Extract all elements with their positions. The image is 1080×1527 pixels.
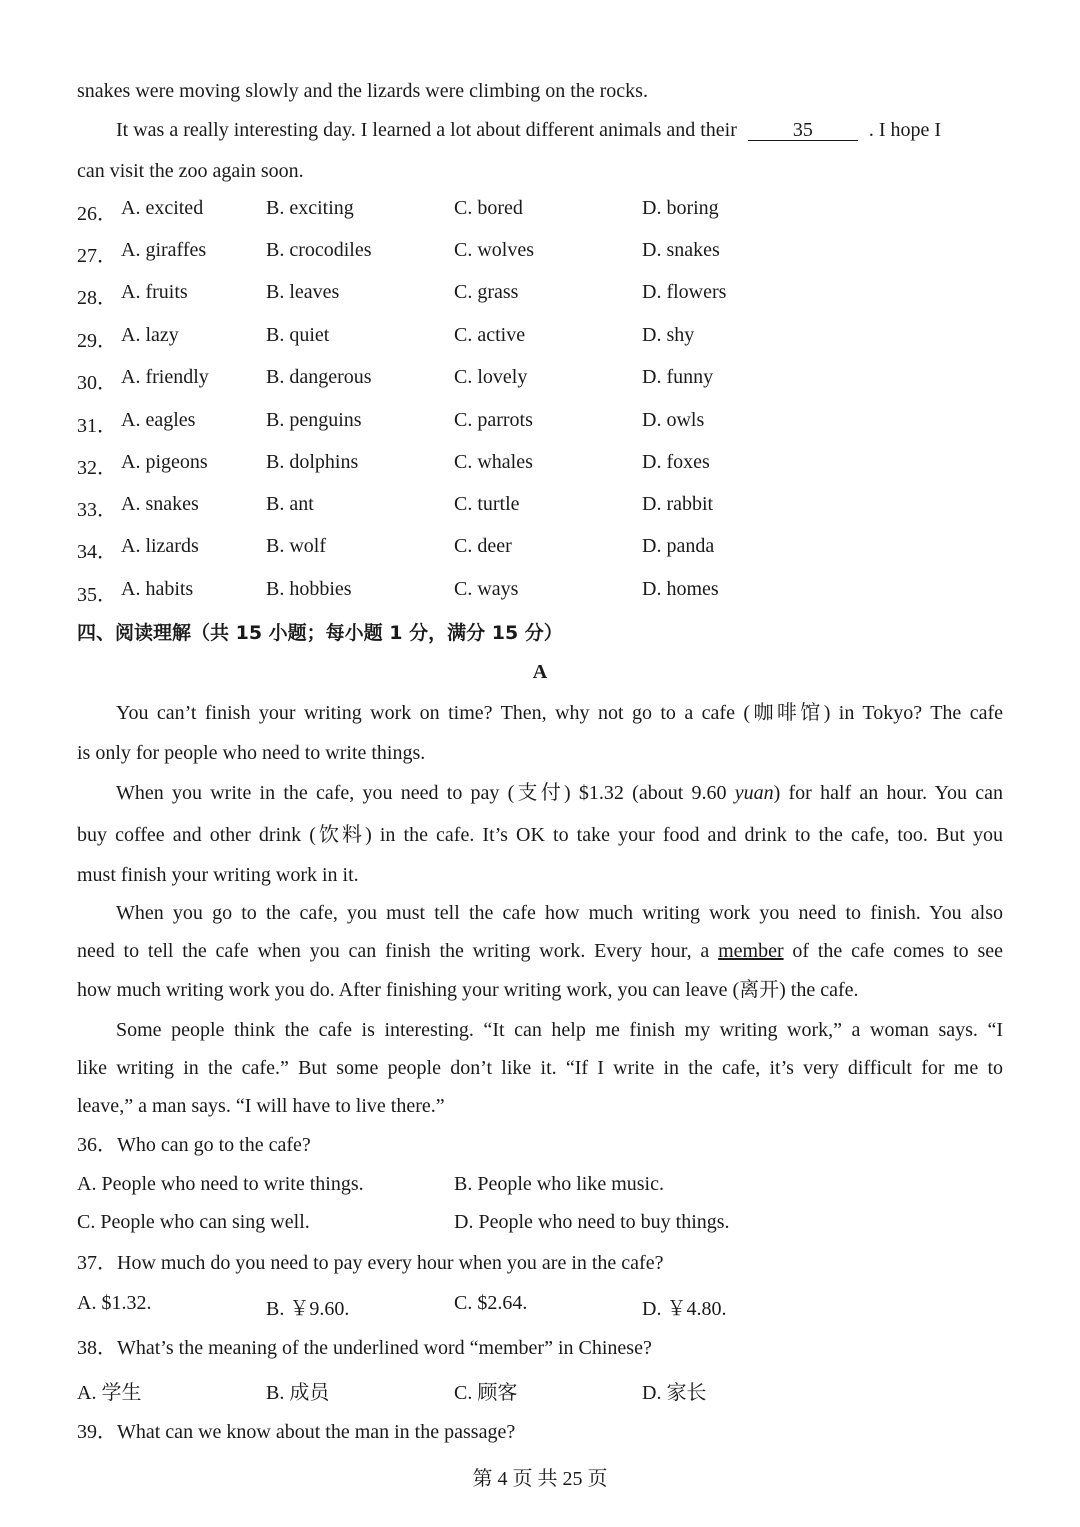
option-a: A. habits (121, 578, 194, 600)
cloze-text-line: snakes were moving slowly and the lizards were climbing on the rocks. (77, 80, 648, 102)
question-number: 26． (77, 203, 117, 225)
option-b: B. People who like music. (454, 1173, 664, 1195)
passage-text: When you write in the cafe, you need to pay (支付) $1.32 (about 9.60 (116, 782, 735, 804)
option-d: D. foxes (642, 451, 710, 473)
option-b: B. crocodiles (266, 239, 372, 261)
option-b: B. 成员 (266, 1382, 330, 1404)
question-number: 35． (77, 584, 117, 606)
option-a: A. People who need to write things. (77, 1173, 364, 1195)
option-c: C. whales (454, 451, 533, 473)
passage-line: buy coffee and other drink (饮料) in the cafe. It’s OK to take your food and drink to the cafe, too. But you (77, 824, 1003, 846)
passage-line: must finish your writing work in it. (77, 864, 359, 886)
question-37: 37．How much do you need to pay every hour when you are in the cafe? (77, 1252, 664, 1274)
option-a: A. fruits (121, 281, 188, 303)
option-d: D. 家长 (642, 1382, 707, 1404)
option-row (0, 578, 1080, 604)
option-d: D. owls (642, 409, 705, 431)
question-number: 29． (77, 330, 117, 352)
cloze-text-line: can visit the zoo again soon. (77, 160, 304, 182)
option-c: C. bored (454, 197, 523, 219)
question-number: 27． (77, 245, 117, 267)
passage-line: like writing in the cafe.” But some people don’t like it. “If I write in the cafe, it’s very difficult for me to (77, 1057, 1003, 1079)
option-c: C. People who can sing well. (77, 1211, 310, 1233)
option-d: D. shy (642, 324, 695, 346)
option-a: A. lizards (121, 535, 199, 557)
option-row (0, 535, 1080, 561)
option-b: B. quiet (266, 324, 330, 346)
option-a: A. $1.32. (77, 1292, 152, 1314)
cloze-blank-35: 35 (748, 120, 858, 141)
passage-line: is only for people who need to write things. (77, 742, 426, 764)
option-b: B. dolphins (266, 451, 359, 473)
option-a: A. pigeons (121, 451, 208, 473)
option-a: A. excited (121, 197, 204, 219)
option-b: B. wolf (266, 535, 326, 557)
section-title: 四、阅读理解（共 15 小题；每小题 1 分，满分 15 分） (77, 622, 563, 644)
option-b: B. leaves (266, 281, 340, 303)
page-footer: 第 4 页 共 25 页 (472, 1468, 608, 1490)
option-row (0, 239, 1080, 265)
option-d: D. snakes (642, 239, 720, 261)
option-d: D. People who need to buy things. (454, 1211, 730, 1233)
question-39: 39．What can we know about the man in the passage? (77, 1421, 516, 1443)
passage-line: how much writing work you do. After finishing your writing work, you can leave (离开) the cafe. (77, 979, 859, 1001)
passage-text: need to tell the cafe when you can finish the writing work. Every hour, a (77, 940, 719, 962)
passage-italic-word: yuan (734, 782, 774, 804)
option-a: A. eagles (121, 409, 196, 431)
option-c: C. parrots (454, 409, 533, 431)
option-b: B. dangerous (266, 366, 372, 388)
passage-label: A (532, 661, 548, 683)
option-d: D. ￥4.80. (642, 1298, 727, 1320)
option-a: A. snakes (121, 493, 199, 515)
option-row (0, 197, 1080, 223)
option-d: D. panda (642, 535, 715, 557)
question-38: 38．What’s the meaning of the underlined word “member” in Chinese? (77, 1337, 652, 1359)
option-b: B. ant (266, 493, 314, 515)
option-a: A. giraffes (121, 239, 207, 261)
option-b: B. hobbies (266, 578, 352, 600)
passage-line (116, 780, 1003, 806)
option-b: B. penguins (266, 409, 362, 431)
passage-line: You can’t finish your writing work on time? Then, why not go to a cafe (咖啡馆) in Tokyo? The cafe (116, 702, 1003, 724)
question-number: 34． (77, 541, 117, 563)
option-d: D. homes (642, 578, 719, 600)
option-d: D. rabbit (642, 493, 714, 515)
option-row (0, 324, 1080, 350)
passage-line: Some people think the cafe is interesting. “It can help me finish my writing work,” a woman says. “I (116, 1019, 1003, 1041)
option-d: D. boring (642, 197, 719, 219)
option-c: C. turtle (454, 493, 520, 515)
question-36: 36．Who can go to the cafe? (77, 1134, 311, 1156)
option-a: A. friendly (121, 366, 209, 388)
option-b: B. exciting (266, 197, 354, 219)
question-number: 33． (77, 499, 117, 521)
option-c: C. deer (454, 535, 512, 557)
option-row (0, 451, 1080, 477)
option-c: C. $2.64. (454, 1292, 528, 1314)
question-number: 30． (77, 372, 117, 394)
option-b: B. ￥9.60. (266, 1298, 350, 1320)
cloze-text: It was a really interesting day. I learned a lot about different animals and their (116, 119, 737, 141)
question-number: 28． (77, 287, 117, 309)
option-a: A. lazy (121, 324, 179, 346)
option-c: C. wolves (454, 239, 534, 261)
option-row (0, 493, 1080, 519)
option-row (0, 366, 1080, 392)
option-d: D. flowers (642, 281, 727, 303)
option-c: C. lovely (454, 366, 528, 388)
option-c: C. grass (454, 281, 519, 303)
cloze-text: . I hope I (868, 119, 942, 141)
option-c: C. active (454, 324, 526, 346)
passage-line (77, 938, 1003, 964)
option-row (0, 281, 1080, 307)
cloze-text-line (116, 117, 1003, 143)
passage-line: leave,” a man says. “I will have to live there.” (77, 1095, 445, 1117)
underlined-word-member: member (718, 940, 784, 962)
option-row (0, 409, 1080, 435)
option-c: C. ways (454, 578, 519, 600)
option-a: A. 学生 (77, 1382, 142, 1404)
option-d: D. funny (642, 366, 714, 388)
option-c: C. 顾客 (454, 1382, 518, 1404)
passage-text: ) for half an hour. You can (773, 782, 1003, 804)
question-number: 31． (77, 415, 117, 437)
passage-line: When you go to the cafe, you must tell the cafe how much writing work you need to finish. You also (116, 902, 1003, 924)
passage-text: of the cafe comes to see (783, 940, 1004, 962)
question-number: 32． (77, 457, 117, 479)
